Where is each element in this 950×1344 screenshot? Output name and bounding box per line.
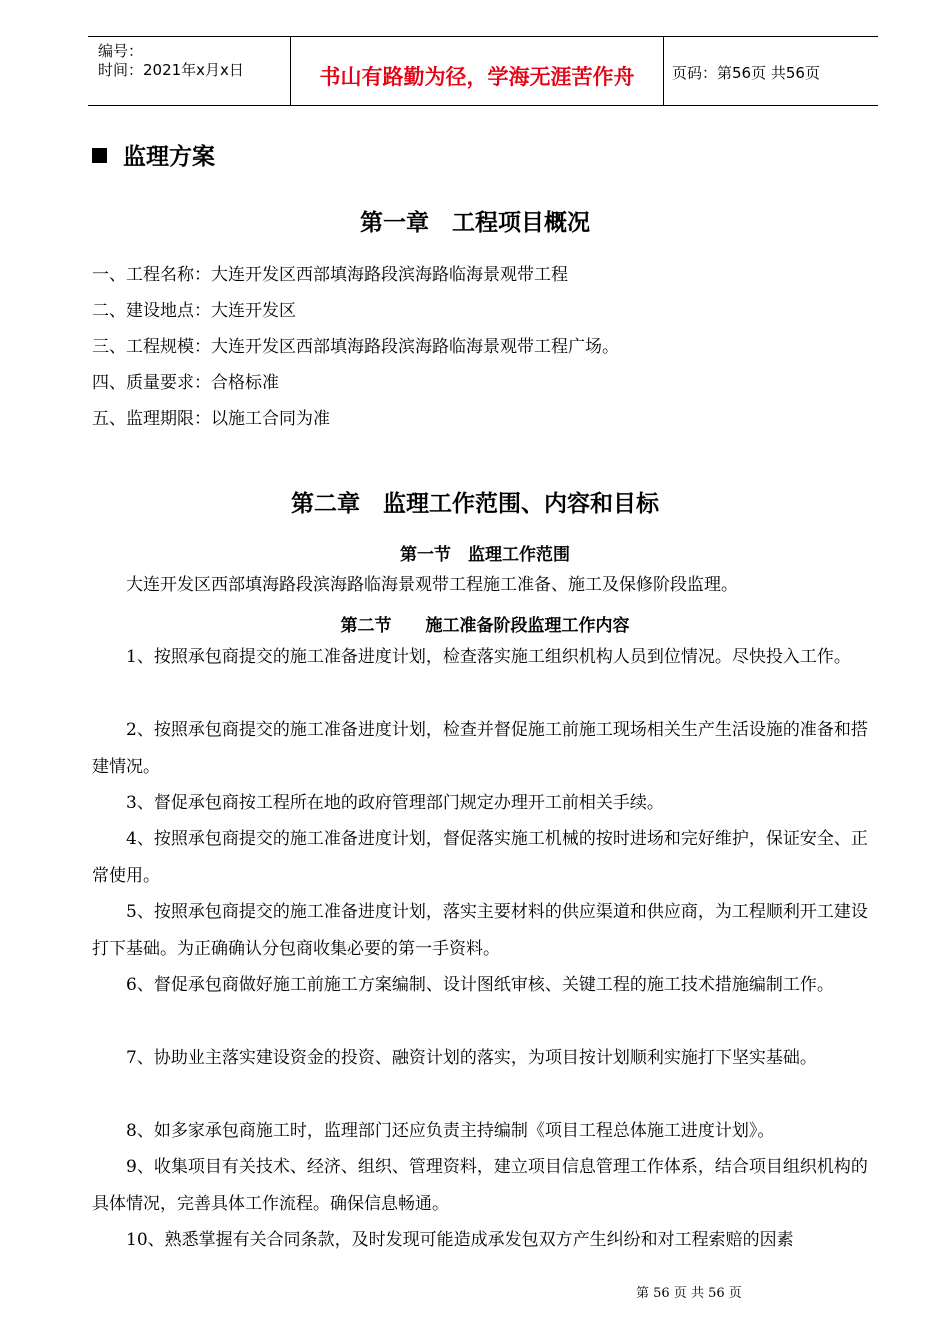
project-info-item: 一、工程名称：大连开发区西部填海路段滨海路临海景观带工程 — [92, 265, 568, 285]
work-item-paragraph: 1、按照承包商提交的施工准备进度计划，检查落实施工组织机构人员到位情况。尽快投入工作。 — [126, 647, 851, 667]
work-item-paragraph: 9、收集项目有关技术、经济、组织、管理资料，建立项目信息管理工作体系，结合项目组织机构的具体情况，完善具体工作流程。确保信息畅通。 — [92, 1157, 868, 1214]
section-heading — [92, 138, 215, 171]
work-item-paragraph: 6、督促承包商做好施工前施工方案编制、设计图纸审核、关键工程的施工技术措施编制工作。 — [126, 975, 834, 995]
document-number-label: 编号： — [98, 42, 144, 60]
project-info-item: 三、工程规模：大连开发区西部填海路段滨海路临海景观带工程广场。 — [92, 337, 619, 357]
project-info-item: 二、建设地点：大连开发区 — [92, 301, 296, 321]
work-item-paragraph: 7、协助业主落实建设资金的投资、融资计划的落实，为项目按计划顺利实施打下坚实基础。 — [126, 1048, 817, 1068]
project-info-item: 五、监理期限：以施工合同为准 — [92, 409, 330, 429]
work-item-paragraph: 2、按照承包商提交的施工准备进度计划，检查并督促施工前施工现场相关生产生活设施的准备和搭建情况。 — [92, 720, 868, 777]
section2-title: 第二节 施工准备阶段监理工作内容 — [340, 616, 630, 636]
header-page-cell — [664, 37, 878, 105]
project-info-item: 四、质量要求：合格标准 — [92, 373, 279, 393]
work-item-paragraph: 3、督促承包商按工程所在地的政府管理部门规定办理开工前相关手续。 — [126, 793, 664, 813]
header-motto-cell — [290, 37, 664, 105]
header-motto: 书山有路勤为径，学海无涯苦作舟 — [319, 64, 635, 89]
chapter2-title: 第二章 监理工作范围、内容和目标 — [291, 491, 659, 517]
section1-text: 大连开发区西部填海路段滨海路临海景观带工程施工准备、施工及保修阶段监理。 — [126, 575, 738, 595]
work-item-paragraph: 8、如多家承包商施工时，监理部门还应负责主持编制《项目工程总体施工进度计划》。 — [126, 1121, 775, 1141]
chapter1-title: 第一章 工程项目概况 — [360, 210, 590, 236]
section1-title: 第一节 监理工作范围 — [400, 545, 570, 565]
square-bullet-icon — [92, 148, 107, 163]
section-heading-text: 监理方案 — [123, 144, 215, 170]
work-item-paragraph: 10、熟悉掌握有关合同条款，及时发现可能造成承发包双方产生纠纷和对工程索赔的因素 — [126, 1230, 794, 1250]
header-page-number: 页码：第56页 共56页 — [672, 64, 820, 82]
page-header — [88, 36, 878, 106]
work-item-paragraph: 4、按照承包商提交的施工准备进度计划，督促落实施工机械的按时进场和完好维护，保证安全、正常使用。 — [92, 829, 868, 886]
page-footer: 第 56 页 共 56 页 — [636, 1286, 742, 1301]
header-meta-cell — [88, 37, 290, 105]
work-item-paragraph: 5、按照承包商提交的施工准备进度计划，落实主要材料的供应渠道和供应商，为工程顺利开工建设打下基础。为正确确认分包商收集必要的第一手资料。 — [92, 902, 868, 959]
document-time-label: 时间：2021年x月x日 — [98, 61, 244, 79]
